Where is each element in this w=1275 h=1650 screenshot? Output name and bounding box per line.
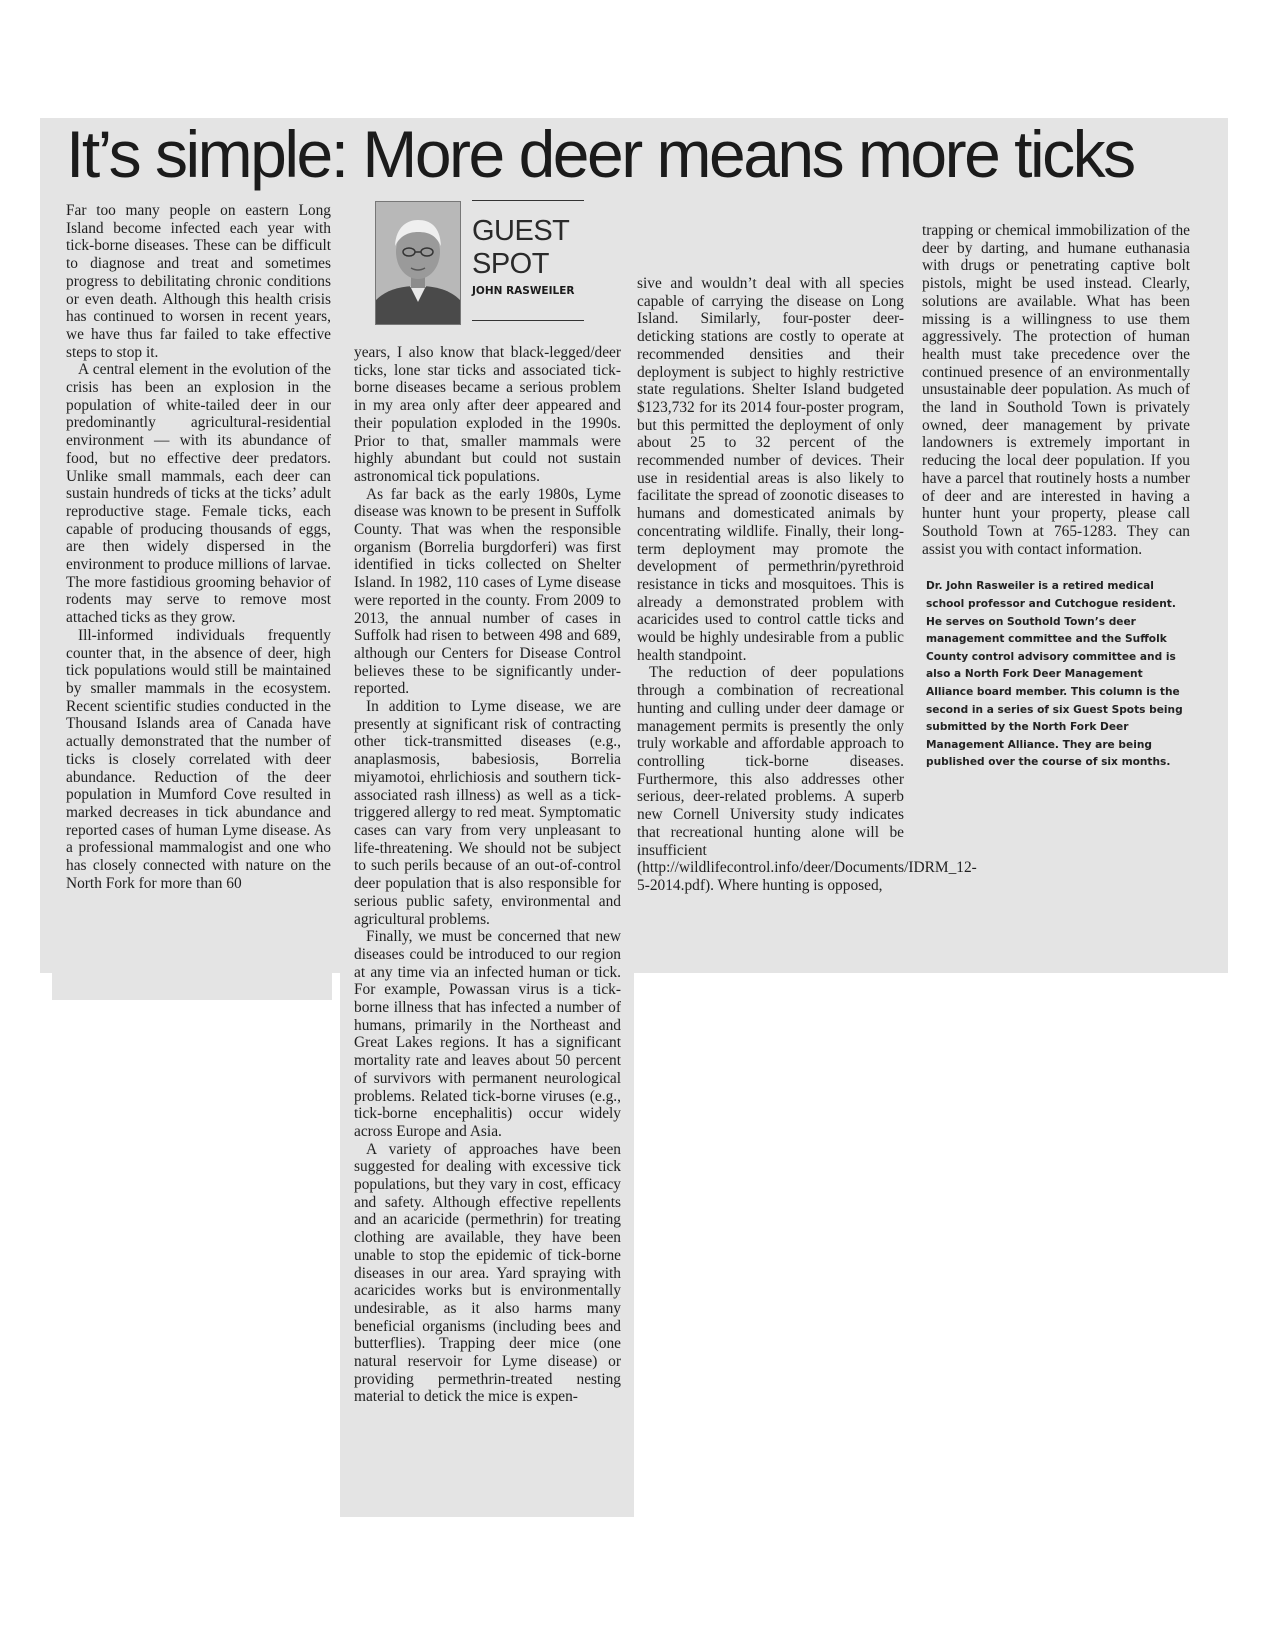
paragraph: trapping or chemical immobilization of the deer by darting, and humane euthanasia with drugs or penetrating captive bolt pistols, might be used instead. Clearly, solutions are available. What has been missing is a willingness to use them aggressively. The protection of human health must take precedence over the continued presence of an environmentally unsustainable deer population. As much of the land in Southold Town is privately owned, deer management by private landowners is extremely important in reducing the local deer population. If you have a parcel that routinely hosts a number of deer and are interested in having a hunter hunt your property, please call Southold Town at 765-1283. They can assist you with contact information. bbox=[922, 222, 1190, 558]
paragraph: Finally, we must be concerned that new diseases could be introduced to our region at any time via an infected human or tick. For example, Powassan virus is a tick-borne illness that has infected a number of humans, primarily in the Northeast and Great Lakes regions. It has a significant mortality rate and leaves about 50 percent of survivors with permanent neurological problems. Related tick-borne viruses (e.g., tick-borne encephalitis) occur widely across Europe and Asia. bbox=[354, 928, 621, 1140]
sidebar-rule-top bbox=[472, 200, 584, 201]
paragraph: Ill-informed individuals frequently counter that, in the absence of deer, high tick populations would still be maintained by smaller mammals in the ecosystem. Recent scientific studies conducted in the Thousand Islands area of Canada have actually demonstrated that the number of ticks is closely correlated with deer abundance. Reduction of the deer population in Mumford Cove resulted in marked decreases in tick abundance and reported cases of human Lyme disease. As a professional mammalogist and one who has closely connected with nature on the North Fork for more than 60 bbox=[66, 626, 331, 892]
author-portrait bbox=[375, 201, 461, 325]
article-column-3 bbox=[637, 275, 977, 895]
paragraph: In addition to Lyme disease, we are presently at significant risk of contracting other tick-transmitted diseases (e.g., anaplasmosis, babesiosis, Borrelia miyamotoi, ehrlichiosis and southern tick-associated rash illness) as well as a tick-triggered allergy to red meat. Symptomatic cases can vary from very unpleasant to life-threatening. We should not be subject to such perils because of an out-of-control deer population that is also responsible for serious public safety, environmental and agricultural problems. bbox=[354, 698, 621, 928]
paragraph: A central element in the evolution of the crisis has been an explosion in the population of white-tailed deer in our predominantly agricultural-residential environment — with its abundance of food, but no effective deer predators. Unlike small mammals, each deer can sustain hundreds of ticks at the ticks’ adult reproductive stage. Female ticks, each capable of producing thousands of eggs, are then widely dispersed in the environment to produce millions of larvae. The more fastidious grooming behavior of rodents may serve to remove most attached ticks as they grow. bbox=[66, 361, 331, 627]
paragraph: years, I also know that black-legged/deer ticks, lone star ticks and associated tick-borne diseases became a serious problem in my area only after deer appeared and their population exploded in the 1990s. Prior to that, smaller mammals were highly abundant but could not sustain astronomical tick populations. bbox=[354, 344, 621, 485]
article-column-4 bbox=[922, 222, 1190, 772]
byline: JOHN RASWEILER bbox=[472, 285, 575, 297]
paragraph: The reduction of deer populations through a combination of recreational hunting and culling under deer damage or management permits is presently the only truly workable and affordable approach to controlling tick-borne diseases. Furthermore, this also addresses other serious, deer-related problems. A superb new Cornell University study indicates that recreational hunting alone will be insufficient (http://wildlifecontrol.info/deer/Documents/IDRM_12-5-2014.pdf). Where hunting is opposed, bbox=[637, 664, 977, 894]
author-portrait-image bbox=[376, 202, 460, 324]
author-note: Dr. John Rasweiler is a retired medical school professor and Cutchogue resident. He serves on Southold Town’s deer management committee and the Suffolk County control advisory committee and is also a North Fork Deer Management Alliance board member. This column is the second in a series of six Guest Spots being submitted by the North Fork Deer Management Alliance. They are being published over the course of six months. bbox=[926, 580, 1183, 769]
guest-spot-heading-line-2: SPOT bbox=[472, 248, 549, 280]
paragraph: As far back as the early 1980s, Lyme disease was known to be present in Suffolk County. That was when the responsible organism (Borrelia burgdorferi) was first identified in ticks collected on Shelter Island. In 1982, 110 cases of Lyme disease were reported in the county. From 2009 to 2013, the annual number of cases in Suffolk had risen to between 498 and 689, although our Centers for Disease Control believes these to be significantly under-reported. bbox=[354, 485, 621, 698]
headline: It’s simple: More deer means more ticks bbox=[66, 117, 1134, 191]
article-column-1 bbox=[66, 202, 331, 892]
paragraph: A variety of approaches have been suggested for dealing with excessive tick populations, but they vary in cost, efficacy and safety. Although effective repellents and an acaricide (permethrin) for treating clothing are available, they have been unable to stop the epidemic of tick-borne diseases in our area. Yard spraying with acaricides works but is environmentally undesirable, as it also harms many beneficial organisms (including bees and butterflies). Trapping deer mice (one natural reservoir for Lyme disease) or providing permethrin-treated nesting material to detick the mice is expen- bbox=[354, 1140, 621, 1406]
guest-spot-heading bbox=[472, 215, 612, 281]
guest-spot-heading-line-1: GUEST bbox=[472, 215, 570, 247]
clipping-background-left-extension bbox=[52, 973, 332, 1000]
sidebar-rule-bottom bbox=[472, 320, 584, 321]
article-column-2 bbox=[354, 344, 621, 1406]
paragraph: sive and wouldn’t deal with all species capable of carrying the disease on Long Island. Similarly, four-poster deer-deticking stations are costly to operate at recommended densities and their deployment is subject to highly restrictive state regulations. Shelter Island budgeted $123,732 for its 2014 four-poster program, but this permitted the deployment of only about 25 to 32 percent of the recommended number of devices. Their use in residential areas is also likely to facilitate the spread of zoonotic diseases to humans and domesticated animals by concentrating wildlife. Finally, their long-term deployment may promote the development of permethrin/pyrethroid resistance in ticks and mosquitoes. This is already a demonstrated problem with acaricides used to control cattle ticks and would be highly undesirable from a public health standpoint. bbox=[637, 275, 904, 664]
paragraph: Far too many people on eastern Long Island become infected each year with tick-borne diseases. These can be difficult to diagnose and treat and sometimes progress to debilitating chronic conditions or even death. Although this health crisis has continued to worsen in recent years, we have thus far failed to take effective steps to stop it. bbox=[66, 202, 331, 361]
